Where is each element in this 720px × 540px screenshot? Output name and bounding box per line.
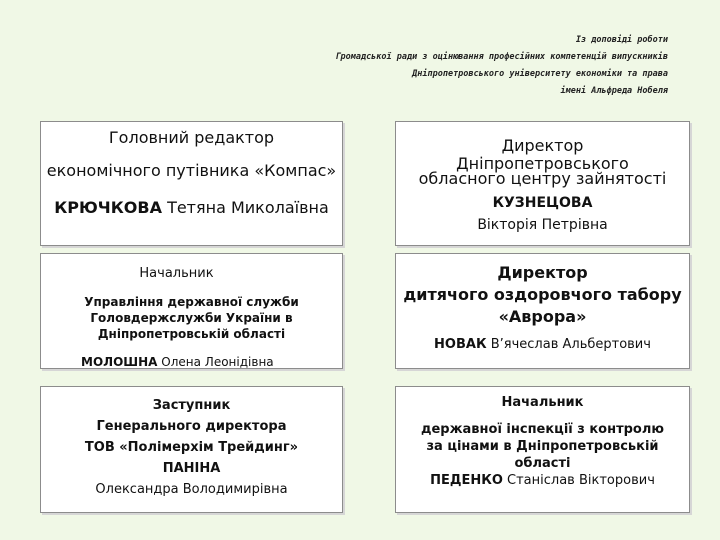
card-organization-line-1: Генерального директора — [96, 419, 287, 434]
person-given-name: В’ячеслав Альбертович — [490, 337, 651, 352]
report-header — [228, 32, 668, 100]
person-given-name: Тетяна Миколаївна — [167, 198, 329, 217]
person-surname: ПЕДЕНКО — [430, 473, 503, 488]
card-title: Заступник — [152, 398, 231, 413]
card-organization-line-1: Управління державної служби — [84, 295, 299, 309]
card-organization-line-2: Головдержслужби України в — [90, 311, 293, 325]
card-organization-line-1: Дніпропетровського — [456, 154, 629, 173]
person-given-name: Станіслав Вікторович — [507, 473, 655, 488]
card-organization-line-2: ТОВ «Полімерхім Трейдинг» — [84, 440, 299, 455]
person-given-name: Вікторія Петрівна — [477, 217, 608, 233]
card-title: Начальник — [501, 395, 584, 410]
card-title: Директор — [501, 136, 584, 155]
person-surname: НОВАК — [434, 337, 487, 352]
person-surname: КУЗНЕЦОВА — [492, 195, 593, 211]
card-price-control-head — [395, 386, 690, 513]
card-title: Головний редактор — [108, 128, 275, 147]
card-person — [41, 355, 342, 369]
header-line-4: імені Альфреда Нобеля — [560, 86, 668, 96]
card-organization-line-2: обласного центру зайнятості — [418, 169, 667, 188]
person-given-name: Олександра Володимирівна — [95, 482, 288, 497]
card-organization: економічного путівника «Компас» — [46, 161, 337, 180]
card-civil-service-head — [40, 253, 343, 369]
card-organization-line-1: державної інспекції з контролю — [420, 422, 665, 437]
card-title: Директор — [497, 263, 588, 282]
card-person — [41, 198, 342, 217]
card-organization-line-3: Дніпропетровській області — [97, 327, 286, 341]
header-line-1: Із доповіді роботи — [575, 35, 668, 45]
card-deputy-general-director — [40, 386, 343, 513]
card-organization-line-2: за цінами в Дніпропетровській — [426, 439, 659, 454]
card-organization-line-1: дитячого оздоровчого табору — [403, 285, 682, 304]
card-person — [396, 337, 689, 352]
card-person — [396, 472, 689, 489]
card-title: Начальник — [139, 266, 214, 281]
person-surname: МОЛОШНА — [81, 355, 158, 369]
header-line-3: Дніпропетровського університету економіки та права — [412, 69, 668, 79]
card-employment-center-director — [395, 121, 690, 246]
card-organization-line-2: «Аврора» — [498, 307, 587, 326]
card-editor-in-chief — [40, 121, 343, 246]
person-surname: КРЮЧКОВА — [54, 198, 162, 217]
person-surname: ПАНІНА — [162, 461, 221, 476]
card-children-camp-director — [395, 253, 690, 369]
person-given-name: Олена Леонідівна — [161, 355, 274, 369]
card-organization-line-3: області — [514, 456, 571, 471]
header-line-2: Громадської ради з оцінювання професійних компетенцій випускників — [335, 52, 668, 62]
